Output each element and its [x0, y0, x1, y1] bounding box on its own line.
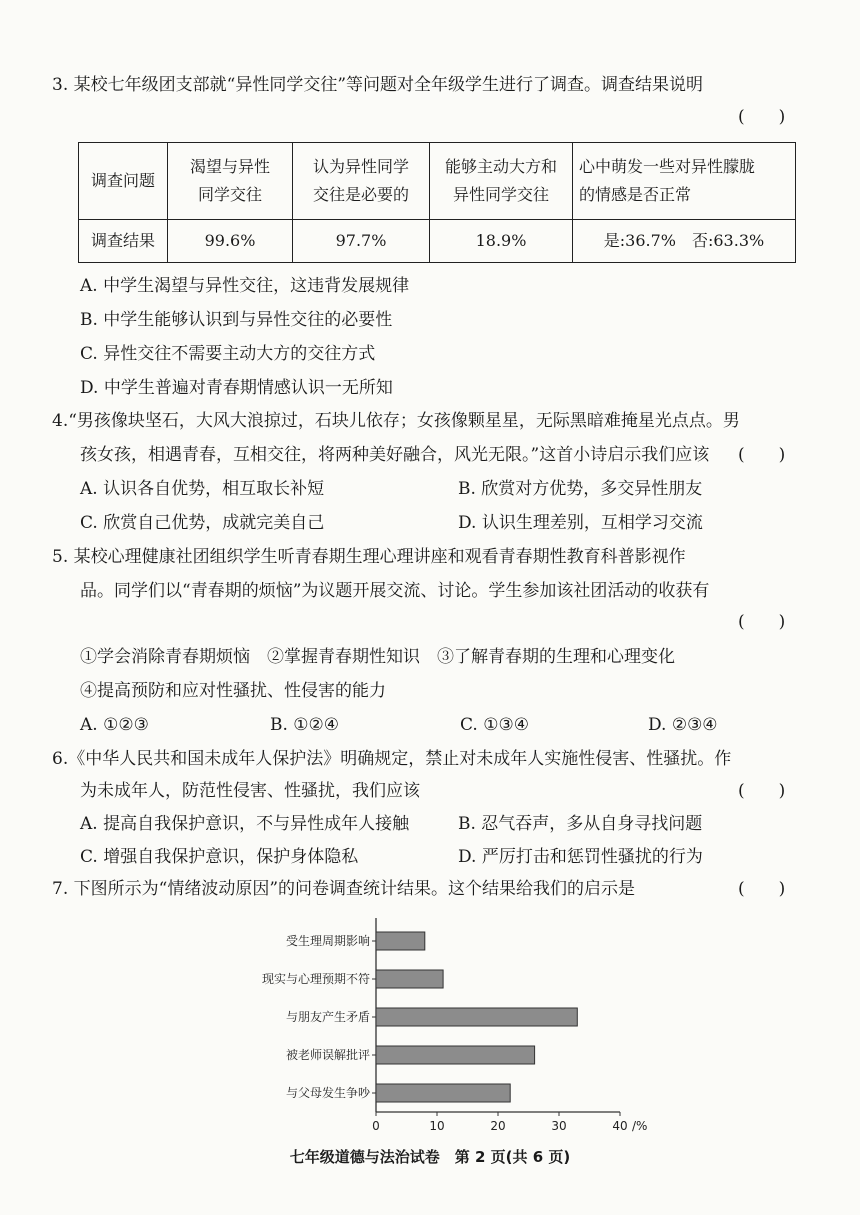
survey-header-row [79, 143, 796, 220]
emotion-cause-bar-chart [200, 908, 670, 1138]
q5-option-c[interactable]: C. ①③④ [460, 715, 529, 735]
q5-option-b[interactable]: B. ①②④ [270, 715, 340, 735]
result-cell: 99.6% [168, 220, 293, 263]
result-cell: 97.7% [293, 220, 430, 263]
x-tick-label: 20 [490, 1119, 506, 1133]
row-label: 调查结果 [79, 220, 168, 263]
header-cell: 渴望与异性 同学交往 [168, 143, 293, 220]
q6-option-c[interactable]: C. 增强自我保护意识，保护身体隐私 [80, 847, 359, 867]
bar [376, 970, 443, 988]
q3-option-a[interactable]: A. 中学生渴望与异性交往，这违背发展规律 [80, 276, 410, 296]
bar [376, 1046, 535, 1064]
q7-answer-paren[interactable]: ( ) [738, 879, 786, 899]
category-label: 与朋友产生矛盾 [285, 1010, 370, 1024]
q4-option-b[interactable]: B. 欣赏对方优势，多交异性朋友 [458, 479, 703, 499]
header-cell: 心中萌发一些对异性朦胧 的情感是否正常 [573, 143, 796, 220]
q5-stem-line2: 品。同学们以“青春期的烦恼”为议题开展交流、讨论。学生参加该社团活动的收获有 [80, 581, 710, 601]
header-cell: 认为异性同学 交往是必要的 [293, 143, 430, 220]
category-label: 受生理周期影响 [285, 934, 370, 948]
bar [376, 1084, 510, 1102]
q5-option-a[interactable]: A. ①②③ [80, 715, 149, 735]
q4-option-d[interactable]: D. 认识生理差别，互相学习交流 [458, 513, 703, 533]
header-cell: 调查问题 [79, 143, 168, 220]
q4-answer-paren[interactable]: ( ) [738, 445, 786, 465]
x-tick-label: 10 [429, 1119, 445, 1133]
bar [376, 932, 425, 950]
result-cell: 18.9% [430, 220, 573, 263]
q6-stem-line2: 为未成年人，防范性侵害、性骚扰，我们应该 [80, 781, 420, 801]
q3-option-d[interactable]: D. 中学生普遍对青春期情感认识一无所知 [80, 378, 393, 398]
q5-answer-paren[interactable]: ( ) [738, 612, 786, 632]
survey-table [78, 142, 796, 263]
q7-stem: 7. 下图所示为“情绪波动原因”的问卷调查统计结果。这个结果给我们的启示是 [52, 879, 636, 899]
x-tick-label: 30 [551, 1119, 567, 1133]
q3-option-b[interactable]: B. 中学生能够认识到与异性交往的必要性 [80, 310, 393, 330]
q5-option-d[interactable]: D. ②③④ [648, 715, 718, 735]
q4-option-c[interactable]: C. 欣赏自己优势，成就完美自己 [80, 513, 325, 533]
q4-stem-line1: 4.“男孩像块坚石，大风大浪掠过，石块儿依存；女孩像颗星星，无际黑暗难掩星光点点。男 [52, 411, 740, 431]
x-axis-unit: /% [632, 1119, 648, 1133]
category-label: 被老师误解批评 [285, 1048, 370, 1062]
category-label: 现实与心理预期不符 [261, 972, 370, 986]
q6-option-d[interactable]: D. 严厉打击和惩罚性骚扰的行为 [458, 847, 703, 867]
q3-answer-paren[interactable]: ( ) [738, 107, 786, 127]
category-label: 与父母发生争吵 [285, 1086, 370, 1100]
q4-stem-line2: 孩女孩，相遇青春，互相交往，将两种美好融合，风光无限。”这首小诗启示我们应该 [80, 445, 710, 465]
x-tick-label: 40 [612, 1119, 628, 1133]
header-cell: 能够主动大方和 异性同学交往 [430, 143, 573, 220]
q3-stem: 3. 某校七年级团支部就“异性同学交往”等问题对全年级学生进行了调查。调查结果说明 [52, 75, 704, 95]
q3-option-c[interactable]: C. 异性交往不需要主动大方的交往方式 [80, 344, 376, 364]
survey-result-row [79, 220, 796, 263]
q6-answer-paren[interactable]: ( ) [738, 781, 786, 801]
q6-stem-line1: 6.《中华人民共和国未成年人保护法》明确规定，禁止对未成年人实施性侵害、性骚扰。作 [52, 749, 732, 769]
q6-option-a[interactable]: A. 提高自我保护意识，不与异性成年人接触 [80, 814, 410, 834]
q5-items-line2: ④提高预防和应对性骚扰、性侵害的能力 [80, 681, 386, 701]
q5-stem-line1: 5. 某校心理健康社团组织学生听青春期生理心理讲座和观看青春期性教育科普影视作 [52, 547, 686, 567]
x-tick-label: 0 [372, 1119, 380, 1133]
q6-option-b[interactable]: B. 忍气吞声，多从自身寻找问题 [458, 814, 703, 834]
result-cell: 是:36.7% 否:63.3% [573, 220, 796, 263]
q5-items-line1: ①学会消除青春期烦恼 ②掌握青春期性知识 ③了解青春期的生理和心理变化 [80, 647, 675, 667]
bar [376, 1008, 577, 1026]
q4-option-a[interactable]: A. 认识各自优势，相互取长补短 [80, 479, 325, 499]
page-footer: 七年级道德与法治试卷 第 2 页(共 6 页) [289, 1148, 571, 1166]
